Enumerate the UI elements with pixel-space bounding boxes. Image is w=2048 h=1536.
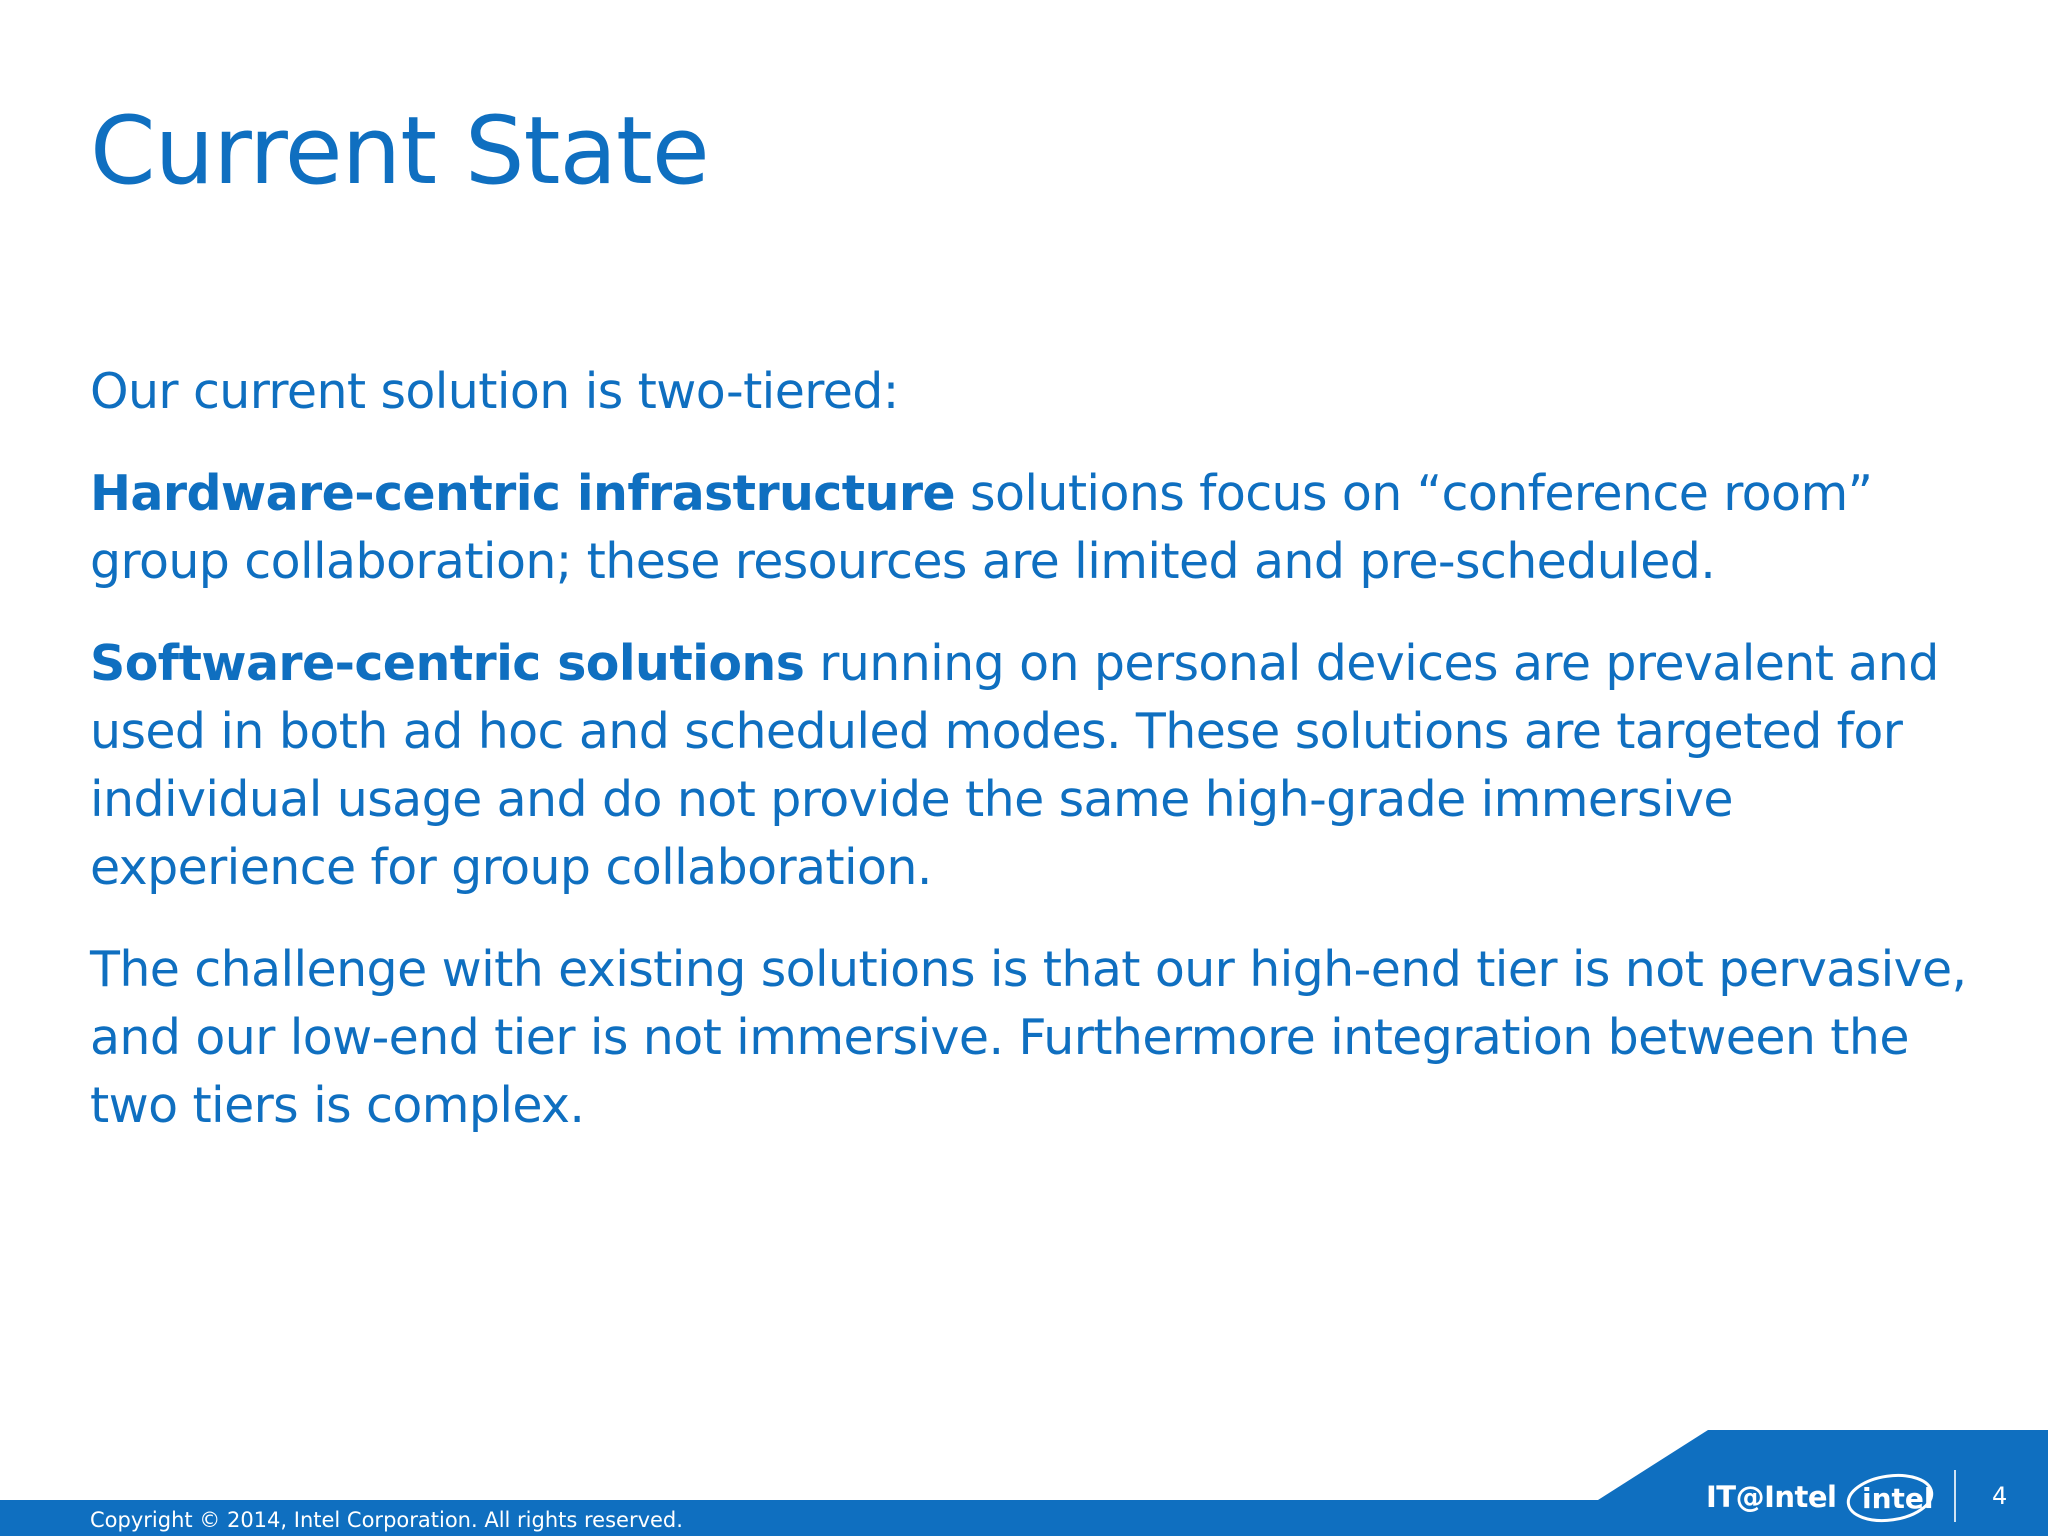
paragraph-1: [90, 358, 1970, 426]
slide-title: Current State: [90, 97, 709, 206]
intel-logo-svg: [1844, 1468, 1940, 1524]
intel-logo-icon: [1844, 1468, 1940, 1524]
paragraph-1-text: Our current solution is two-tiered:: [90, 363, 899, 420]
footer-brand-group: [1598, 1430, 2048, 1536]
paragraph-4: [90, 936, 1970, 1140]
slide-body: [90, 358, 1970, 1174]
page-number: 4: [1992, 1482, 2008, 1510]
paragraph-2-text: solutions focus on “conference room” group collaboration; these resources are limited and pre-scheduled.: [90, 465, 1873, 590]
intel-logo-text: intel: [1862, 1482, 1934, 1515]
copyright-text: Copyright © 2014, Intel Corporation. All rights reserved.: [90, 1508, 683, 1532]
paragraph-4-text: The challenge with existing solutions is that our high-end tier is not pervasive, and our low-end tier is not immersive. Furthermore integration between the two tiers is complex.: [90, 941, 1967, 1134]
paragraph-3-bold: Software-centric solutions: [90, 635, 805, 692]
it-at-intel-label: IT@Intel: [1706, 1480, 1837, 1514]
paragraph-2: [90, 460, 1970, 596]
paragraph-3-text: running on personal devices are prevalent and used in both ad hoc and scheduled modes. These solutions are targeted for individual usage and do not provide the same high-grade immersive experience for group collaboration.: [90, 635, 1939, 896]
paragraph-2-bold: Hardware-centric infrastructure: [90, 465, 956, 522]
footer-divider: [1954, 1470, 1956, 1522]
paragraph-3: [90, 630, 1970, 902]
